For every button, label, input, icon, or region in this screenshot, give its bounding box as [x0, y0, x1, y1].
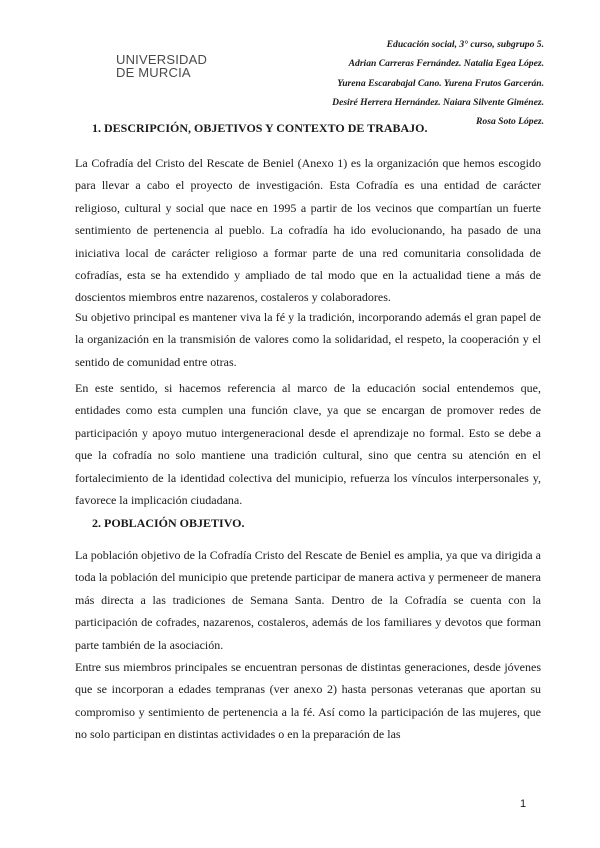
paragraph: Su objetivo principal es mantener viva la fé y la tradición, incorporando además el gran papel de la organización en la transmisión de valores como la solidaridad, el respeto, la cooperación y el sentido de comunidad entre otras. — [75, 310, 541, 369]
header-line: Desiré Herrera Hernández. Naiara Silvente Giménez. — [332, 96, 544, 108]
header-line: Rosa Soto López. — [476, 116, 544, 128]
section-heading-1: 1. DESCRIPCIÓN, OBJETIVOS Y CONTEXTO DE TRABAJO. — [92, 121, 428, 135]
logo-line-2: DE MURCIA — [116, 65, 191, 80]
paragraph: Entre sus miembros principales se encuentran personas de distintas generaciones, desde jóvenes que se incorporan a edades tempranas (ver anexo 2) hasta personas veteranas que aportan su compromiso y sentimiento de pertenencia a la fé. Así como la participación de las mujeres, que no solo participan en distintas actividades o en la preparación de las — [75, 660, 541, 742]
paragraph: La Cofradía del Cristo del Rescate de Beniel (Anexo 1) es la organización que hemos escogido para llevar a cabo el proyecto de investigación. Esta Cofradía es una entidad de carácter religioso, cultural y social que nace en 1995 a partir de los vecinos que compartían un fuerte sentimiento de pertenencia al pueblo. La cofradía ha ido evolucionando, ha pasado de una iniciativa local de carácter religioso a formar parte de una red comunitaria consolidada de cofradías, esta se ha extendido y ampliado de tal modo que en la actualidad tiene a más de doscientos miembros entre nazarenos, costaleros y colaboradores. — [75, 156, 541, 305]
university-logo — [116, 53, 207, 79]
page-number: 1 — [520, 798, 527, 810]
section-heading-2: 2. POBLACIÓN OBJETIVO. — [92, 516, 245, 530]
header-line: Yurena Escarabajal Cano. Yurena Frutos Garcerán. — [337, 77, 544, 89]
header-line: Adrian Carreras Fernández. Natalia Egea López. — [348, 58, 544, 70]
logo-line-1: UNIVERSIDAD — [116, 52, 208, 67]
paragraph: La población objetivo de la Cofradía Cristo del Rescate de Beniel es amplia, ya que va dirigida a toda la población del municipio que pretende participar de manera activa y permeneer de manera más directa a las tradiciones de Semana Santa. Dentro de la Cofradía se cuenta con la participación de cofrades, nazarenos, costaleros, además de los familiares y devotos que forman parte también de la asociación. — [75, 548, 541, 652]
paragraph: En este sentido, si hacemos referencia al marco de la educación social entendemos que, entidades como esta cumplen una función clave, ya que se encargan de promover redes de participación y apoyo mutuo intergeneracional desde el aprendizaje no formal. Esto se debe a que la cofradía no solo mantiene una tradición cultural, sino que centra su atención en el fortalecimiento de la identidad colectiva del municipio, refuerza los vínculos interpersonales y, favorece la implicación ciudadana. — [75, 381, 541, 508]
author-header — [332, 35, 544, 131]
header-line: Educación social, 3° curso, subgrupo 5. — [386, 39, 544, 50]
